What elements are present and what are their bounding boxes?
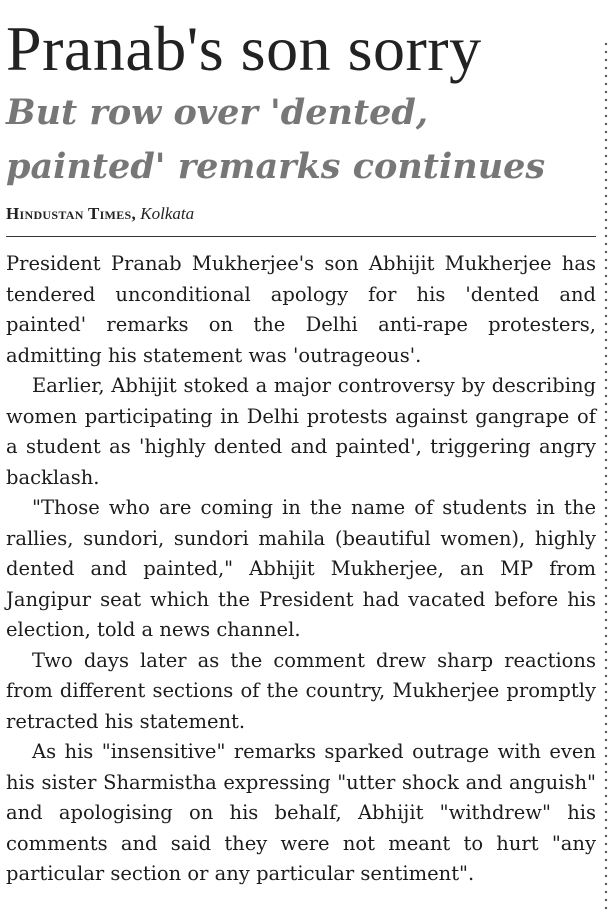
byline-location: Kolkata [140,204,195,223]
body-paragraph: "Those who are coming in the name of students in the rallies, sundori, sundori mahila (beautiful women), highly dented and painted," Abhijit Mukherjee, an MP from Jangipur seat which the President had vacated before his election, told a news channel. [6,496,596,641]
news-article [6,12,596,890]
dotted-column-border [604,40,608,910]
body-paragraph: Earlier, Abhijit stoked a major controversy by describing women participating in Delhi protests against gangrape of a student as 'highly dented and painted', triggering angry backlash. [6,374,596,489]
subheadline: But row over 'dented, painted' remarks continues [6,92,546,187]
byline-divider [6,236,596,237]
body-paragraph: As his "insensitive" remarks sparked outrage with even his sister Sharmistha expressing "utter shock and anguish" and apologising on his behalf, Abhijit "withdrew" his comments and said they were not meant to hurt "any particular section or any particular sentiment". [6,740,596,885]
byline-publication: Hindustan Times, [6,204,137,223]
byline [6,204,596,224]
article-body [6,249,596,890]
body-paragraph: Two days later as the comment drew sharp reactions from different sections of the country, Mukherjee promptly retracted his statement. [6,648,596,733]
headline: Pranab's son sorry [6,13,482,84]
body-paragraph: President Pranab Mukherjee's son Abhijit Mukherjee has tendered unconditional apology for his 'dented and painted' remarks on the Delhi anti-rape protesters, admitting his statement was 'outrageous'. [6,252,596,367]
